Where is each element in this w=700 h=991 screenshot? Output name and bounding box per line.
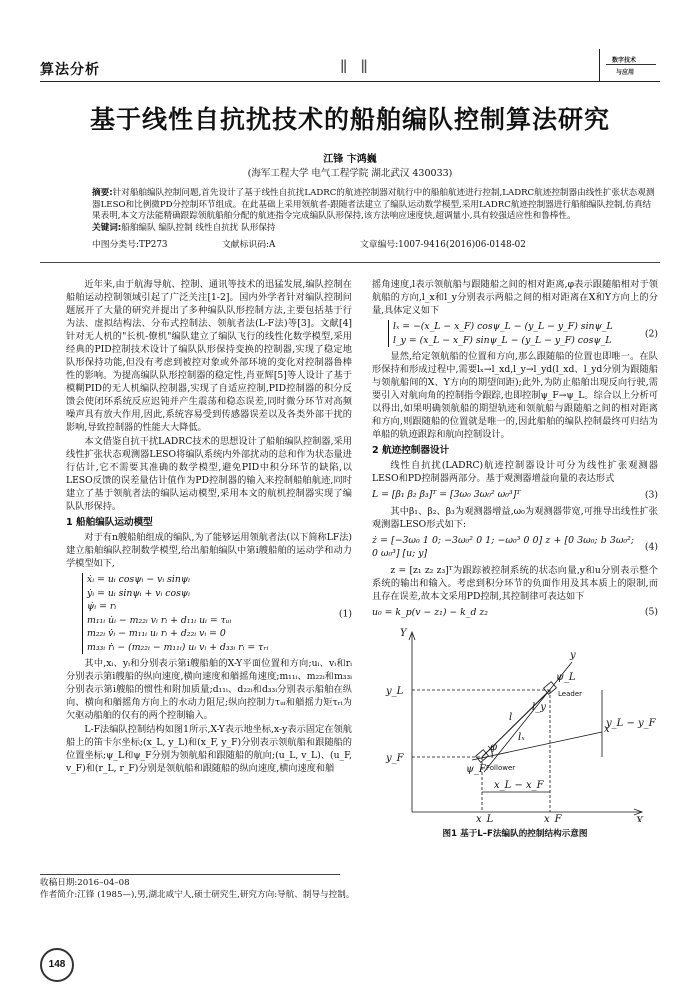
abstract-text: 针对船舶编队控制问题,首先设计了基于线性自抗扰LADRC的航迹控制器对航行中的船舶航迹进行控制,LADRC航迹控制器由线性扩张状态观测器LESO和比例微PD分控制环节组成。在此基础上采用领航者-跟随者法建立了编队运动数学模型,采用LADRC航迹控制器进行船舶编队控制,仿真结果表明,本文方法能精确跟踪领航船舶分配的航迹指令完成编队队形保持,该方法响应速度快,超调量小,具有较强适应性和鲁棒性。 xyxy=(92,188,655,221)
label-xF: x_F xyxy=(544,814,562,822)
section-label: 算法分析 xyxy=(40,61,100,77)
equation-number: (3) xyxy=(644,489,658,500)
figure-1-diagram xyxy=(372,622,658,822)
equation-4 xyxy=(372,534,658,561)
doc-code: 文献标识码:A xyxy=(222,240,276,250)
equation-number: (1) xyxy=(338,607,352,619)
paragraph-intro-2: 本文借鉴自抗干扰LADRC技术的思想设计了船舶编队控制器,采用线性扩张状态观测器LESO将编队系统内外部扰动的总和作为状态量进行估计,它不需要其准确的数学模型,避免PID中积分环节的缺陷,以LESO反馈的误差量估计值作为PD控制器的输入来控制船舶航迹,同时建立了基于领航者法的编队运动模型,采用本文的航机控制器实现了编队队形保持。 xyxy=(66,436,352,512)
keywords-label: 关键词: xyxy=(92,222,122,233)
paragraph-formation: 显然,给定领航船的位置和方向,那么跟随船的位置也即唯一。在队形保持和形成过程中,需要lₓ→l_xd,l_y→l_yd(l_xd、l_yd分别为跟随船与领航船间的X、Y方向的期望间距);此外,为防止船舶出现反向行驶,需要引入对航向角的控制指令跟踪,也即控制ψ_F→ψ_L。综合以上分析可以得出,如果明确领航船的期望轨迹和领航船与跟随船之间的相对距离和方向,则跟随船的位置就是唯一的,因此船舶的编队控制最终可归结为单船的轨迹跟踪和航向控制设计。 xyxy=(372,351,658,440)
label-lx: lₓ xyxy=(518,732,525,743)
label-xL-xF: x_L − x_F xyxy=(494,780,544,791)
received-date: 收稿日期:2016–04–08 xyxy=(40,878,130,888)
label-local-x: x xyxy=(604,724,610,735)
clc-number: 中图分类号:TP273 xyxy=(92,240,168,250)
label-l: l xyxy=(509,712,513,723)
eq1-line: m₃₃ᵢ ṙᵢ − (m₂₂ᵢ − m₁₁ᵢ) uᵢ vᵢ + d₃₃ᵢ rᵢ = τᵣᵢ xyxy=(87,641,269,653)
left-column xyxy=(66,278,352,776)
label-psiL: ψ_L xyxy=(556,672,576,683)
journal-logo xyxy=(599,49,660,81)
eq1-line: ẏᵢ = uᵢ sinψᵢ + vᵢ cosψᵢ xyxy=(87,587,191,599)
logo-line-2: 与应用 xyxy=(616,69,635,76)
label-leader: Leader xyxy=(558,690,583,698)
paper-title: 基于线性自抗扰技术的船舶编队控制算法研究 xyxy=(89,105,610,134)
abstract-label: 摘要: xyxy=(92,188,113,198)
paragraph-lf-structure: L-F法编队控制结构如图1所示,X-Y表示地坐标,x-y表示固定在领航船上的笛卡尔坐标;(x_L, y_L)和(x_F, y_F)分别表示领航船和跟随船的位置坐标;ψ_L和ψ_F分别为领航船和跟随船的航向;(u_L, v_L)、(u_F, v_F)和(r_L, r_F)分别是领航船和跟随船的纵向速度,横向速度和艏 xyxy=(66,724,352,774)
label-xL: x_L xyxy=(476,814,494,822)
paragraph-state: z = [z₁ z₂ z₃]ᵀ为跟踪被控制系统的状态向量,y和u分别表示整个系统的输出和输入。考虑到积分环节的负面作用及其本质上的限制,而且存在误差,故本文采用PD控制,其控制律可表达如下 xyxy=(372,564,658,602)
label-phi: φ xyxy=(490,742,498,753)
follower-ship xyxy=(476,750,489,763)
equation-2 xyxy=(372,320,658,347)
label-local-y: y xyxy=(570,650,576,661)
equation-5 xyxy=(372,606,658,620)
label-yF: y_F xyxy=(386,753,404,764)
paragraph-intro-1: 近年来,由于航海导航、控制、通讯等技术的迅猛发展,编队控制在船舶运动控制领域引起了广泛关注[1-2]。国内外学者针对编队控制问题展开了大量的研究并提出了多种编队队形控制方法,主要包括基于行为法、虚拟结构法、分布式控制法、领航者法(L-F法)等[3]。文献[4]针对无人机的"长机-僚机"编队建立了编队飞行的线性化数学模型,采用经典的PID控制技术设计了编队队形保持变换的控制器,实现了稳定地队形保持功能,但没有考虑到被控对象或外部环境的变化对控制器鲁棒性的影响。为提高编队队形控制器的稳定性,肖亚辉[5]等人设计了基于模糊PID的无人机编队控制器,实现了自适应控制,PID控制器的积分反馈会使闭环系统反应迟钝并产生震荡和稳态误差,同时微分环节对高频噪声具有放大作用,因此,系统容易受到传感器误差以及各类外部干扰的影响,导致控制器的性能大大降低。 xyxy=(66,279,352,433)
equation-number: (2) xyxy=(644,327,658,339)
author-bio: 作者简介:江锋 (1985—),男,湖北咸宁人,硕士研究生,研究方向:导航、制导与控制。 xyxy=(40,890,355,900)
paragraph-variables: 其中,xᵢ、yᵢ和分别表示第i艘船舶的X-Y平面位置和方向;uᵢ、vᵢ和rᵢ分别表示第i艘船的纵向速度,横向速度和艏摇角速度;m₁₁ᵢ、m₂₂ᵢ和m₃₃ᵢ分别表示第i艘船的惯性和附加质量;d₁₁ᵢ、d₂₂ᵢ和d₃₃ᵢ分别表示船舶在纵向、横向和艏摇角方向上的水动力阻尼;纵向控制力τᵤᵢ和艏摇力矩τᵣᵢ为欠驱动船舶的仅有的两个控制输入。 xyxy=(66,658,352,721)
logo-line-1: 数字技术 xyxy=(612,57,637,64)
footnote xyxy=(40,874,660,901)
label-X: X xyxy=(636,816,644,822)
eq1-line: ψ̇ᵢ = rᵢ xyxy=(87,601,117,612)
page-number: 148 xyxy=(40,948,74,982)
eq5-text: u₀ = k_p(v − z₁) − k_d z₂ xyxy=(372,606,488,618)
equation-1 xyxy=(66,573,352,654)
eq2-line: lₓ = −(x_L − x_F) cosψ_L − (y_L − y_F) sinψ_L xyxy=(393,321,613,332)
section-heading-2: 2 航迹控制器设计 xyxy=(372,445,450,456)
eq1-line: m₂₂ᵢ v̇ᵢ − m₁₁ᵢ uᵢ rᵢ + d₂₂ᵢ vᵢ = 0 xyxy=(87,628,226,639)
running-header xyxy=(40,55,660,82)
eq1-line: ẋᵢ = uᵢ cosψᵢ − vᵢ sinψᵢ xyxy=(87,574,191,585)
eq1-line: m₁₁ᵢ u̇ᵢ − m₂₂ᵢ vᵢ rᵢ + d₁₁ᵢ uᵢ = τᵤᵢ xyxy=(87,614,232,626)
abstract xyxy=(92,188,658,234)
paragraph-continued: 摇角速度,l表示领航船与跟随船之间的相对距离,φ表示跟随船相对于领航船的方向,l_x和l_y分别表示两船之间的相对距离在X和Y方向上的分量,具体定义如下 xyxy=(372,279,658,316)
equation-number: (4) xyxy=(644,541,658,553)
authors: 江锋 卞鸿巍 xyxy=(323,154,377,165)
label-Y: Y xyxy=(400,628,407,639)
article-number: 文章编号:1007-9416(2016)06-0148-02 xyxy=(360,240,526,250)
equation-number: (5) xyxy=(644,606,658,618)
eq2-line: l_y = (x_L − x_F) sinψ_L − (y_L − y_F) cosψ_L xyxy=(393,334,612,346)
header-rule xyxy=(40,262,660,263)
label-follower: Follower xyxy=(486,764,516,772)
label-yL: y_L xyxy=(386,686,404,697)
label-yL-yF: y_L − y_F xyxy=(606,718,656,729)
logo-divider xyxy=(606,64,656,65)
header-decoration: ‖ ‖ xyxy=(340,57,372,77)
label-ly: l_y xyxy=(532,702,546,713)
label-psiF: ψ_F xyxy=(466,764,486,775)
footnote-rule xyxy=(40,874,340,875)
paragraph-model: 对于有n艘船舶组成的编队,为了能够运用领航者法(以下简称LF法)建立船舶编队控制数学模型,给出船舶编队中第i艘船舶的运动学和动力学模型如下, xyxy=(66,532,352,569)
right-column xyxy=(372,278,658,841)
eq3-text: L = [β₁ β₂ β₃]ᵀ = [3ω₀ 3ω₀² ω₀³]ᵀ xyxy=(372,489,521,500)
paragraph-gains: 其中β₁、β₂、β₃为观测器增益,ω₀为观测器带宽,可推导出线性扩张观测器LESO形式如下: xyxy=(372,505,658,530)
section-heading-1: 1 船舶编队运动模型 xyxy=(66,517,153,528)
eq4-text: ż = [−3ω₀ 1 0; −3ω₀² 0 1; −ω₀³ 0 0] z + [0 3ω₀; b 3ω₀²; 0 ω₀³] [u; y] xyxy=(372,534,634,559)
figure-1-caption: 图1 基于L–F法编队的控制结构示意图 xyxy=(442,829,588,839)
affiliation: (海军工程大学 电气工程学院 湖北武汉 430033) xyxy=(247,168,453,179)
paragraph-ladrc: 线性自抗扰(LADRC)航迹控制器设计可分为线性扩张观测器LESO和PD控制器两部分。基于观测器增益向量的表达形式 xyxy=(372,460,658,484)
keywords: 船舶编队 编队控制 线性自抗扰 队形保持 xyxy=(121,222,276,233)
equation-3 xyxy=(372,488,658,502)
